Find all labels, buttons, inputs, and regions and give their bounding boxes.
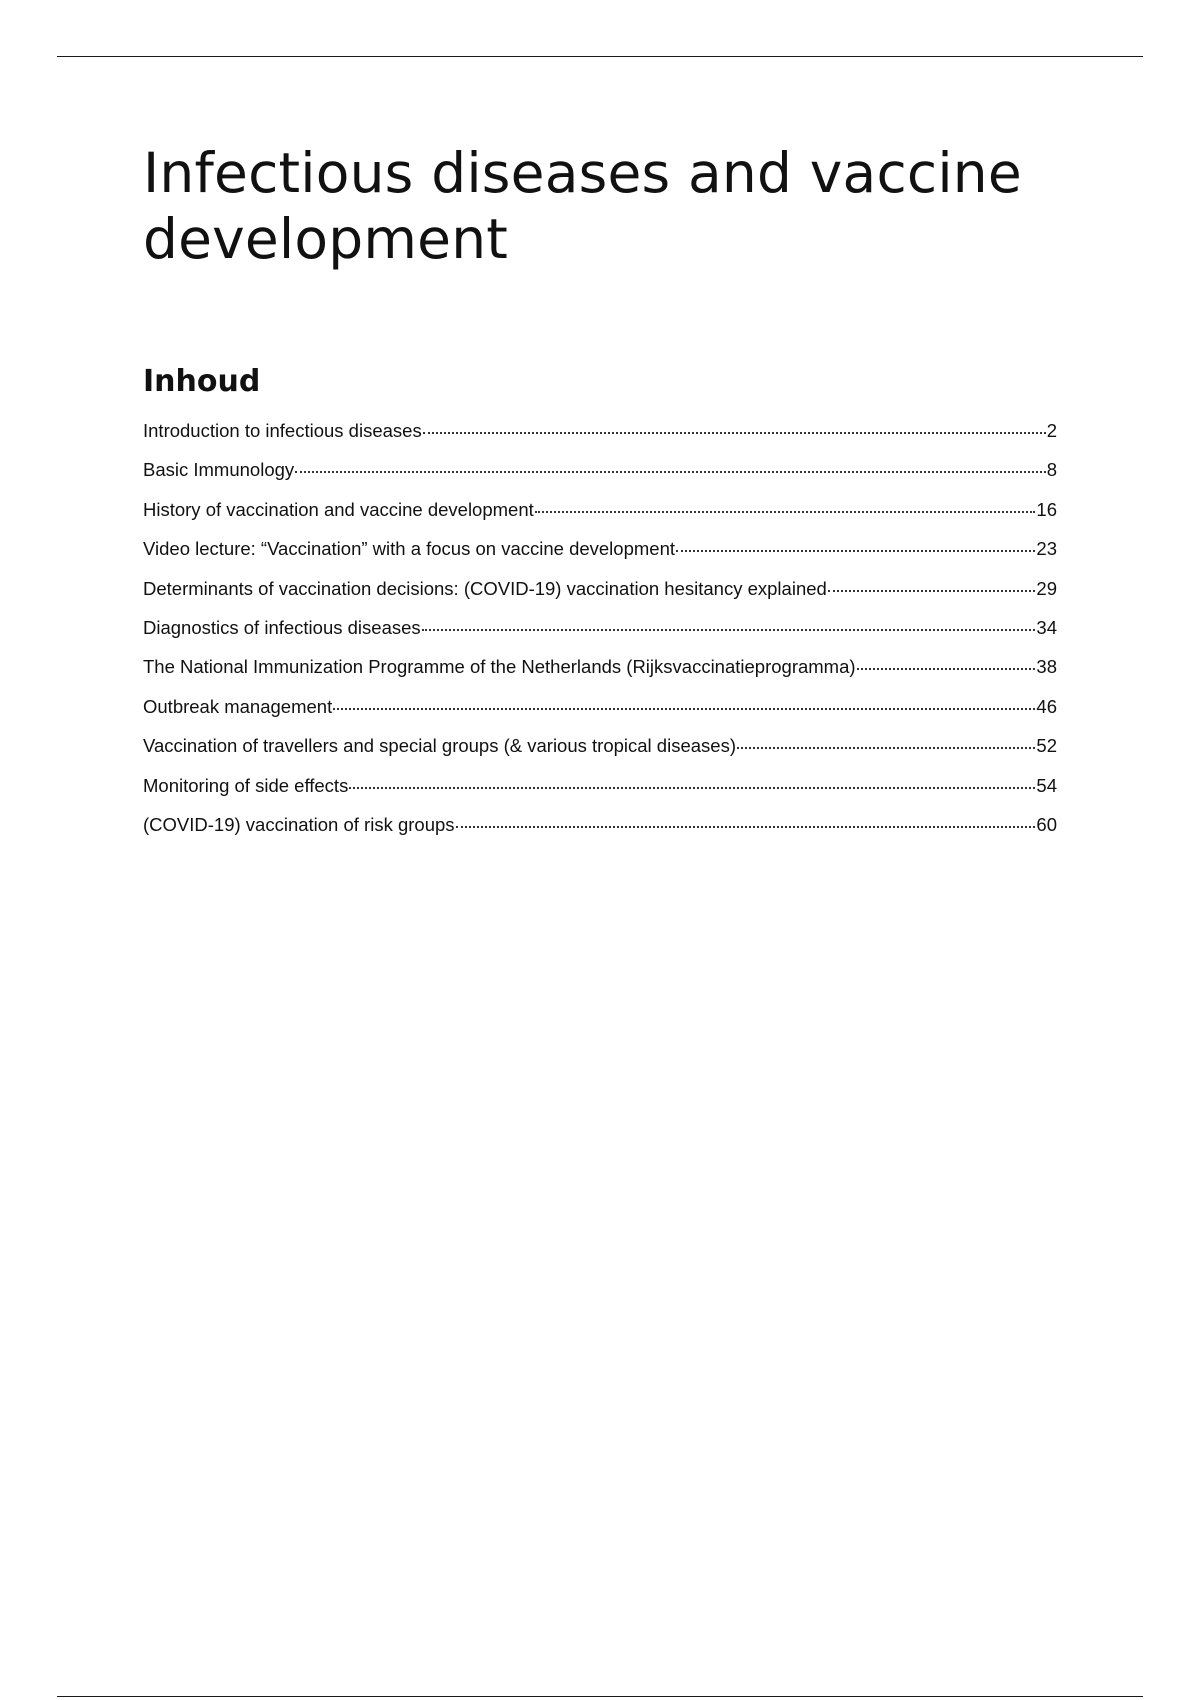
toc-entry-label: Outbreak management	[143, 695, 333, 717]
toc-dot-leader	[349, 767, 1035, 789]
toc-entry[interactable]	[143, 768, 1057, 807]
table-of-contents	[143, 413, 1057, 846]
toc-dot-leader	[295, 451, 1046, 473]
toc-entry-page: 52	[1036, 735, 1057, 757]
toc-entry-page: 8	[1046, 459, 1057, 481]
footer-rule	[57, 1696, 1143, 1697]
toc-entry-label: (COVID-19) vaccination of risk groups	[143, 813, 455, 835]
toc-entry-label: Vaccination of travellers and special groups (& various tropical diseases)	[143, 735, 736, 757]
toc-entry-page: 54	[1036, 774, 1057, 796]
toc-entry-page: 46	[1036, 695, 1057, 717]
toc-entry[interactable]	[143, 807, 1057, 846]
toc-entry-page: 38	[1036, 656, 1057, 678]
toc-entry-page: 2	[1046, 420, 1057, 441]
toc-entry[interactable]	[143, 571, 1057, 610]
toc-dot-leader	[333, 688, 1035, 710]
toc-entry-label: The National Immunization Programme of the Netherlands (Rijksvaccinatieprogramma)	[143, 656, 856, 678]
toc-entry-page: 23	[1036, 538, 1057, 560]
toc-entry-label: Determinants of vaccination decisions: (COVID-19) vaccination hesitancy explained	[143, 577, 827, 599]
toc-entry[interactable]	[143, 413, 1057, 452]
toc-entry[interactable]	[143, 689, 1057, 728]
toc-entry-label: Basic Immunology	[143, 459, 295, 481]
toc-entry[interactable]	[143, 649, 1057, 688]
toc-dot-leader	[423, 412, 1046, 434]
toc-dot-leader	[857, 648, 1036, 670]
toc-dot-leader	[676, 530, 1035, 552]
toc-dot-leader	[422, 609, 1036, 631]
toc-heading: Inhoud	[143, 364, 261, 399]
toc-entry-label: Diagnostics of infectious diseases	[143, 616, 421, 638]
header-rule	[57, 56, 1143, 57]
toc-entry-label: History of vaccination and vaccine development	[143, 498, 534, 520]
toc-dot-leader	[456, 806, 1036, 828]
toc-entry-page: 29	[1036, 577, 1057, 599]
toc-entry-label: Video lecture: “Vaccination” with a focus on vaccine development	[143, 538, 676, 560]
toc-entry[interactable]	[143, 531, 1057, 570]
toc-entry-page: 60	[1036, 813, 1057, 835]
toc-dot-leader	[737, 727, 1035, 749]
toc-dot-leader	[535, 491, 1036, 513]
toc-entry-page: 16	[1036, 498, 1057, 520]
toc-entry[interactable]	[143, 610, 1057, 649]
toc-entry-label: Monitoring of side effects	[143, 774, 349, 796]
toc-entry[interactable]	[143, 492, 1057, 531]
page-title: Infectious diseases and vaccine development	[143, 141, 1022, 271]
toc-dot-leader	[828, 570, 1036, 592]
toc-entry-label: Introduction to infectious diseases	[143, 420, 422, 441]
toc-entry-page: 34	[1036, 616, 1057, 638]
toc-entry[interactable]	[143, 452, 1057, 491]
toc-entry[interactable]	[143, 728, 1057, 767]
